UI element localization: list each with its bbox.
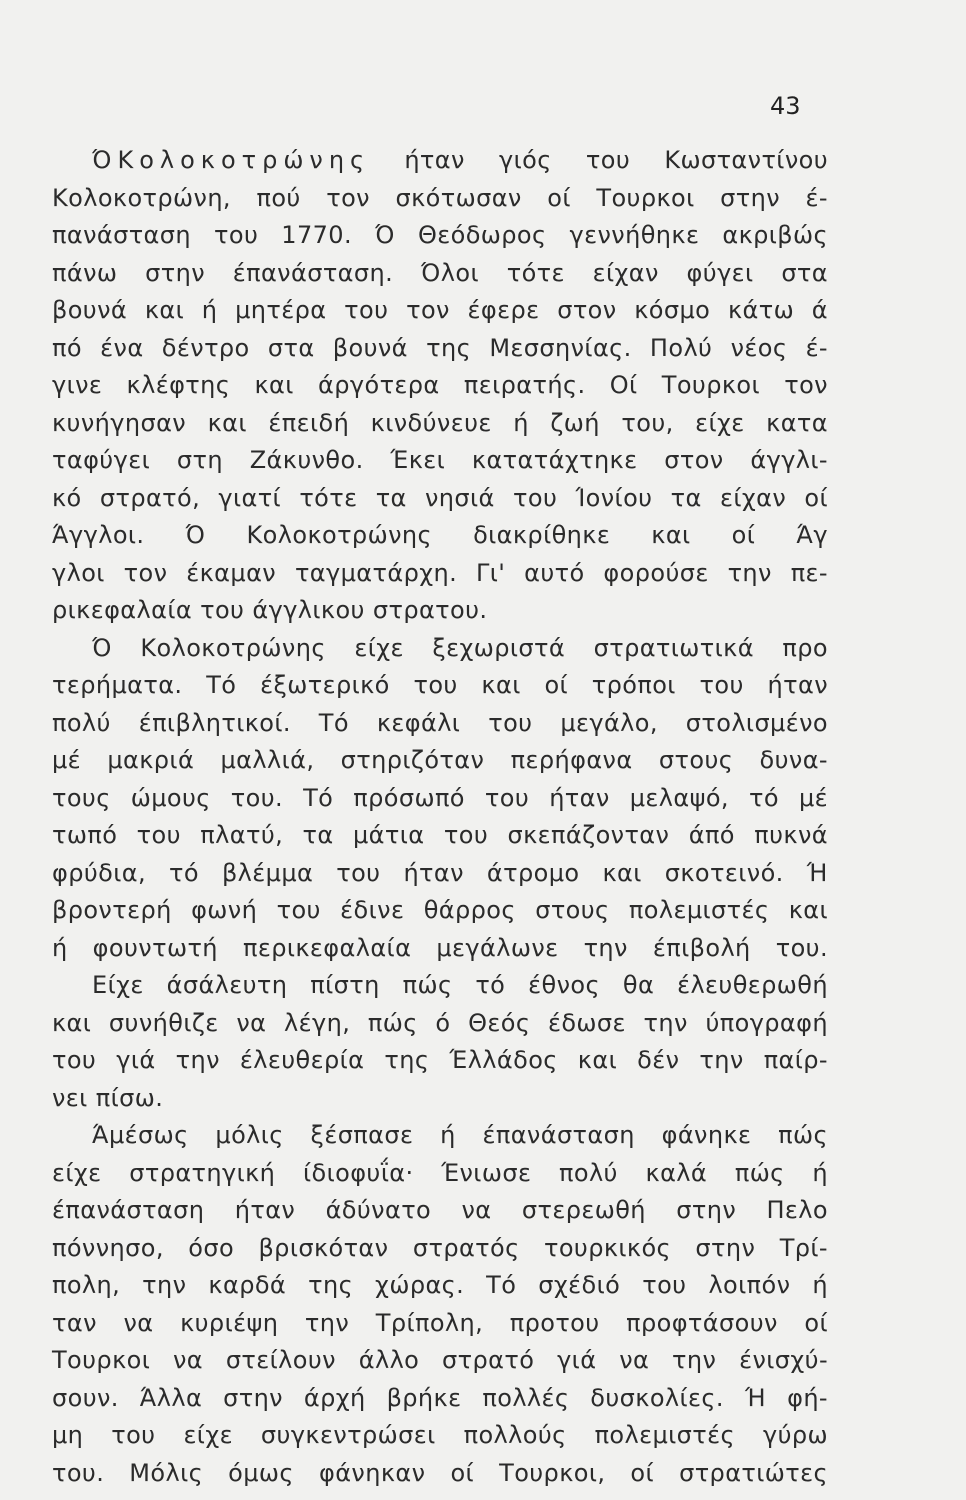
- text-line: ρικεφαλαία του άγγλικου στρατου.: [52, 596, 488, 624]
- text-line: Κολοκοτρώνη, πού τον σκότωσαν οί Τουρκοι στην έ-: [52, 183, 828, 212]
- text-line: μέ μακριά μαλλιά, στηριζόταν περήφανα στους δυνα-: [52, 746, 828, 774]
- text-line: Είχε άσάλευτη πίστη πώς τό έθνος θα έλευθερωθή: [92, 971, 828, 999]
- text-line: σουν. Άλλα στην άρχή βρήκε πολλές δυσκολίες. Ή φή-: [52, 1383, 828, 1412]
- text-line: πανάσταση του 1770. Ό Θεόδωρος γεννήθηκε ακριβώς: [52, 221, 828, 249]
- text-line: βροντερή φωνή του έδινε θάρρος στους πολεμιστές και: [52, 896, 828, 924]
- text-line: πάνω στην έπανάσταση. Όλοι τότε είχαν φύγει στα: [52, 258, 828, 287]
- text-line: ταν να κυριέψη την Τρίπολη, προτου προφτάσουν οί: [52, 1308, 828, 1337]
- text-line: πολη, την καρδά της χώρας. Τό σχέδιό του λοιπόν ή: [52, 1271, 828, 1299]
- text-line: γλοι τον έκαμαν ταγματάρχη. Γι' αυτό φορούσε την πε-: [52, 558, 828, 587]
- text-line: τους ώμους του. Τό πρόσωπό του ήταν μελαψό, τό μέ: [52, 783, 828, 812]
- text-line: φρύδια, τό βλέμμα του ήταν άτρομο και σκοτεινό. Ή: [52, 858, 828, 887]
- page-number: 43: [770, 92, 801, 120]
- text-line: κυνήγησαν και έπειδή κινδύνευε ή ζωή του, είχε κατα: [52, 408, 828, 437]
- text-line: Ό Κολοκοτρώνης είχε ξεχωριστά στρατιωτικά προ: [92, 633, 828, 662]
- text-line: ταφύγει στη Ζάκυνθο. Έκει κατατάχτηκε στον άγγλι-: [52, 446, 828, 474]
- text-line: Άμέσως μόλις ξέσπασε ή έπανάσταση φάνηκε πώς: [92, 1121, 828, 1149]
- text-line: [52, 142, 828, 180]
- text-line: και συνήθιζε να λέγη, πώς ό Θεός έδωσε την ύπογραφή: [52, 1008, 828, 1037]
- text-line: μη του είχε συγκεντρώσει πολλούς πολεμιστές γύρω: [52, 1421, 828, 1449]
- text-line: είχε στρατηγική ίδιοφυΐα· Ένιωσε πολύ καλά πώς ή: [52, 1158, 828, 1187]
- text-line: βουνά και ή μητέρα του τον έφερε στον κόσμο κάτω ά: [52, 296, 828, 324]
- text-line: κό στρατό, γιατί τότε τα νησιά του Ίονίου τα είχαν οί: [52, 483, 828, 512]
- text-line: πό ένα δέντρο στα βουνά της Μεσσηνίας. Πολύ νέος έ-: [52, 333, 828, 362]
- text-line: πολύ έπιβλητικοί. Τό κεφάλι του μεγάλο, στολισμένο: [52, 708, 828, 737]
- text-line: τωπό του πλατύ, τα μάτια του σκεπάζονταν άπό πυκνά: [52, 821, 828, 849]
- text-line: ή φουντωτή περικεφαλαία μεγάλωνε την έπιβολή του.: [52, 933, 828, 962]
- text-line: τερήματα. Τό έξωτερικό του και οί τρόποι του ήταν: [52, 671, 828, 699]
- line-rest: ήταν γιός του Κωσταντίνου: [370, 146, 828, 174]
- text-line: νει πίσω.: [52, 1083, 164, 1112]
- body-text: [52, 142, 828, 1492]
- text-line: πόννησο, όσο βρισκόταν στρατός τουρκικός στην Τρί-: [52, 1233, 828, 1262]
- text-line: έπανάσταση ήταν άδύνατο να στερεωθή στην Πελο: [52, 1196, 828, 1224]
- text-line: του. Μόλις όμως φάνηκαν οί Τουρκοι, οί στρατιώτες: [52, 1458, 828, 1487]
- text-line: Άγγλοι. Ό Κολοκοτρώνης διακρίθηκε και οί Άγ: [52, 521, 828, 549]
- spaced-name: ΌΚολοκοτρώνης: [92, 146, 371, 174]
- text-line: του γιά την έλευθερία της Έλλάδος και δέν την παίρ-: [52, 1046, 828, 1074]
- text-line: Τουρκοι να στείλουν άλλο στρατό γιά να την ένισχύ-: [52, 1346, 828, 1374]
- text-line: γινε κλέφτης και άργότερα πειρατής. Οί Τουρκοι τον: [52, 371, 828, 399]
